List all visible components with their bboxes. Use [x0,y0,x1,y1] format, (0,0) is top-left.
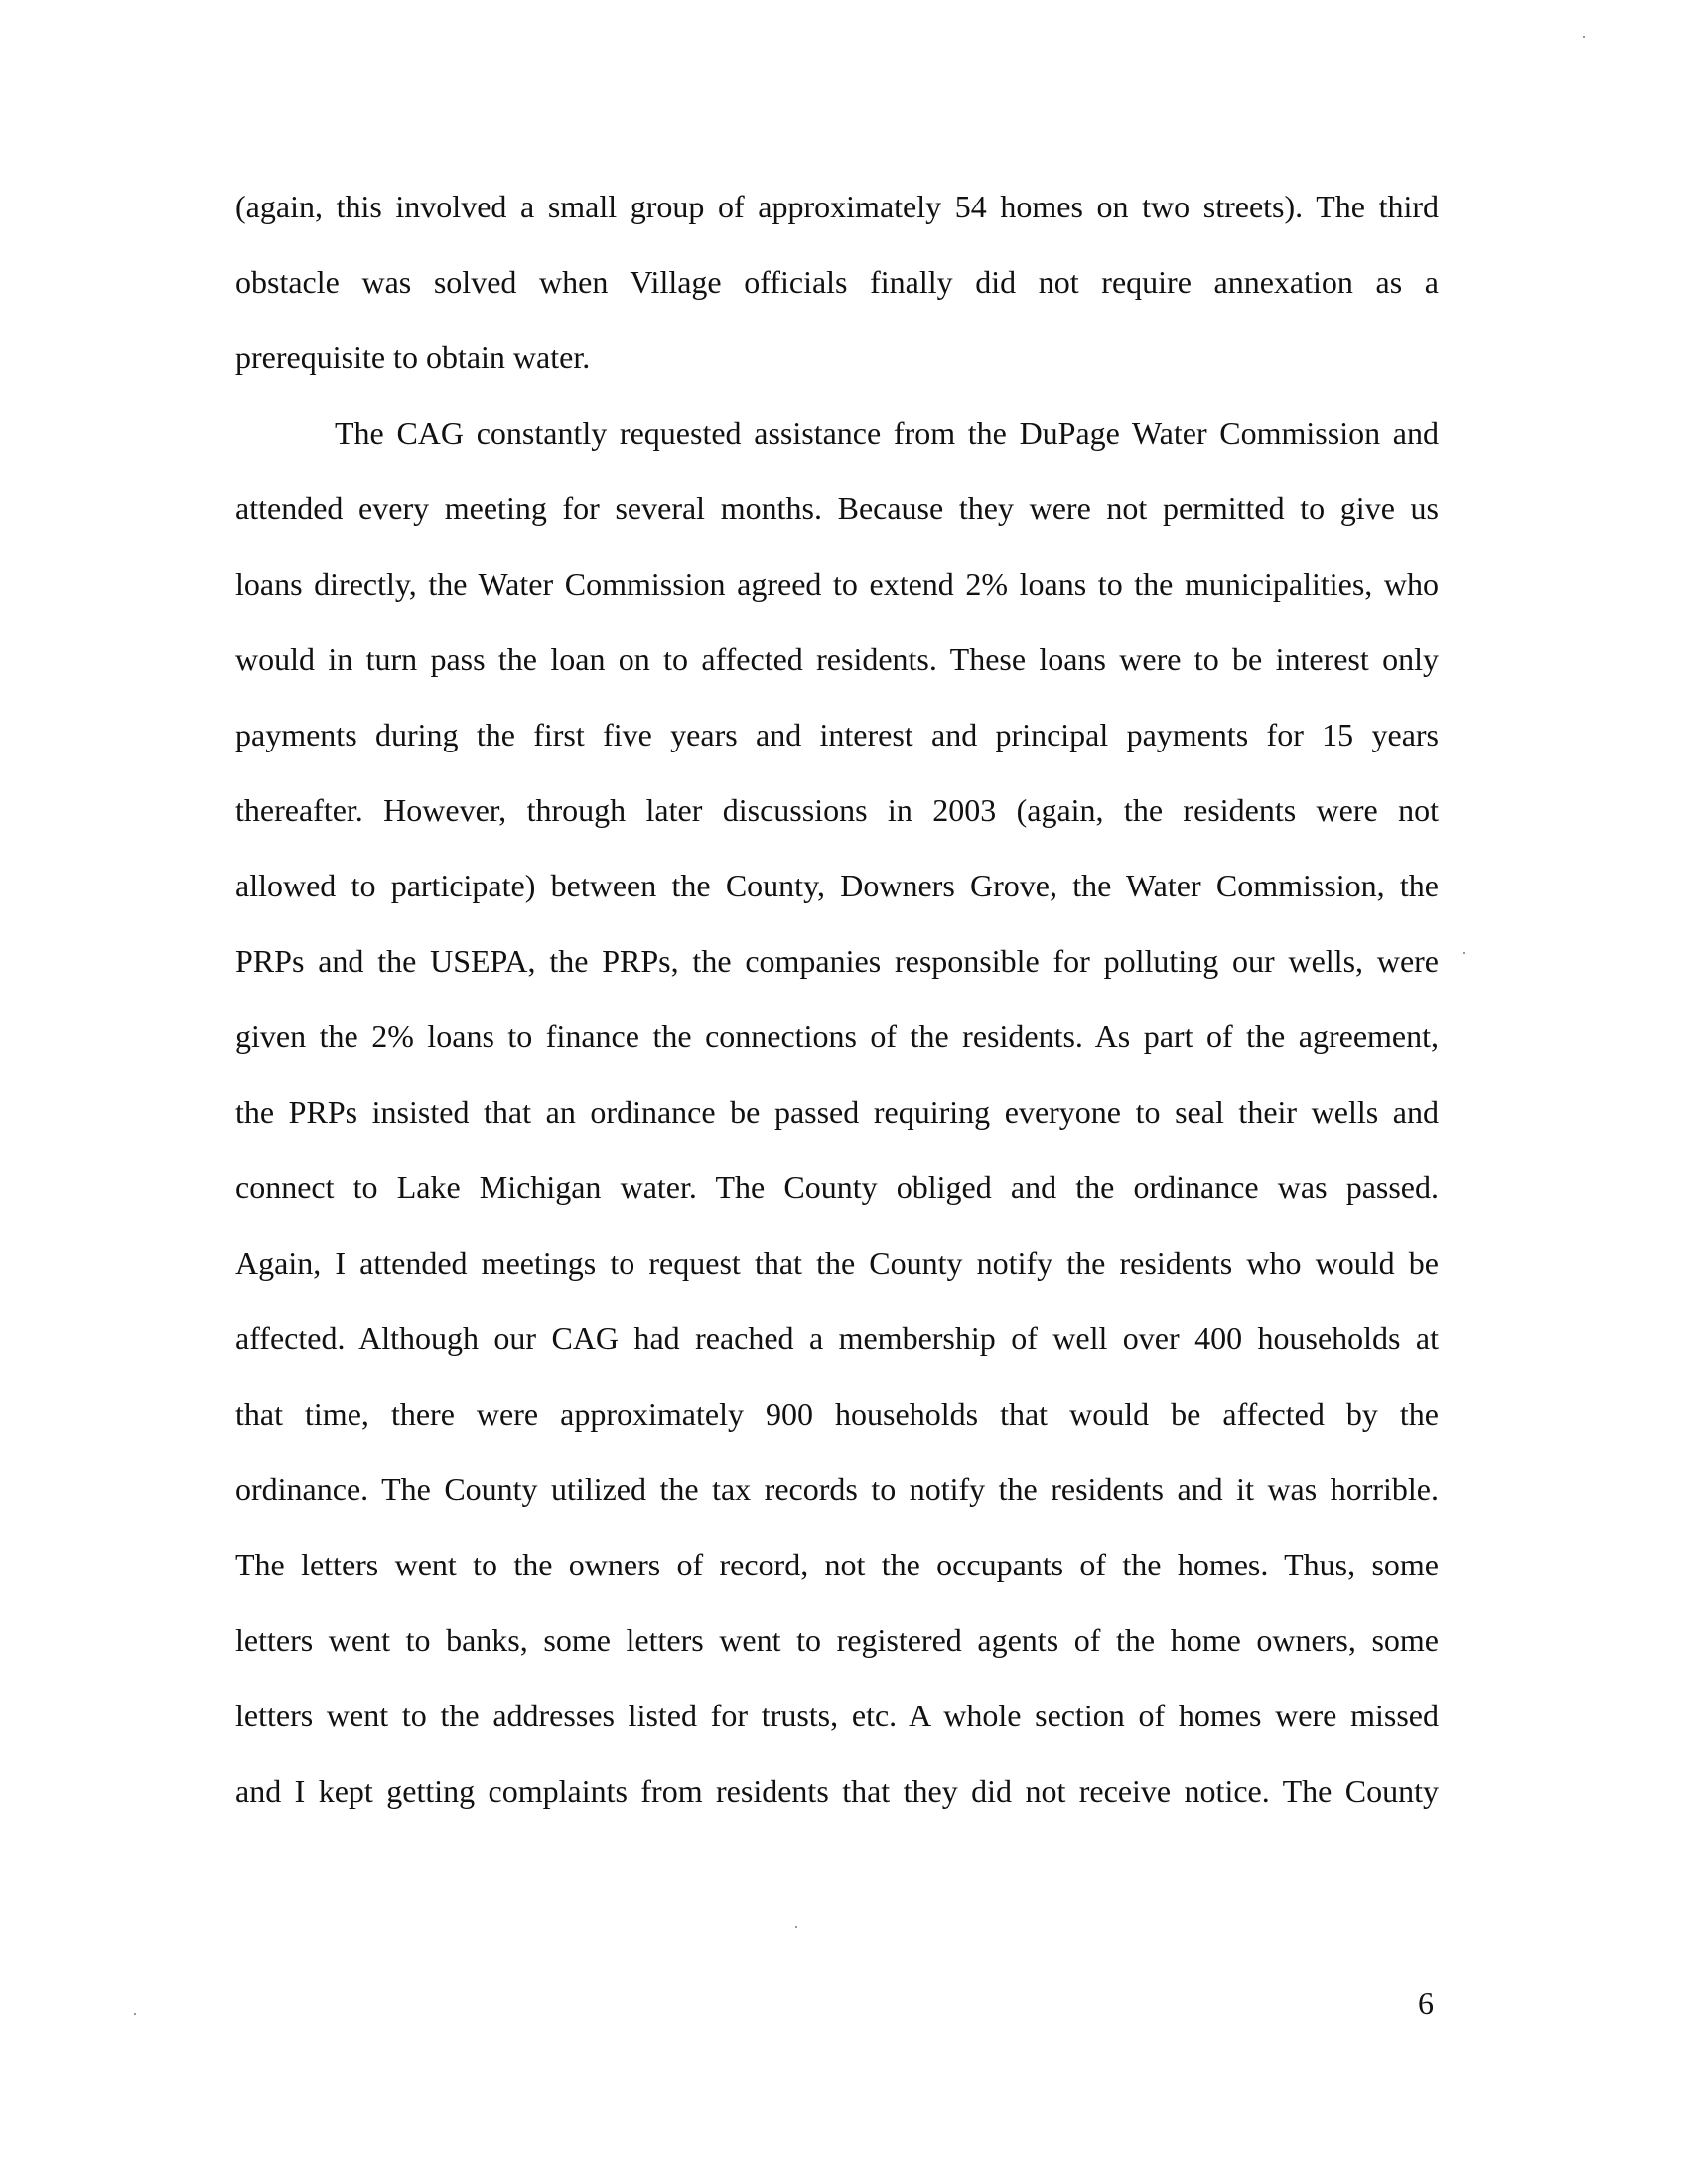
paragraph-2-line-9: given the 2% loans to finance the connections of the residents. As part of the agreement, [235,1019,1439,1054]
paragraph-2-line-19: and I kept getting complaints from residents that they did not receive notice. The County [235,1773,1439,1809]
paragraph-2-line-2: attended every meeting for several months. Because they were not permitted to give us [235,490,1439,526]
paragraph-2-line-10: the PRPs insisted that an ordinance be passed requiring everyone to seal their wells and [235,1094,1439,1130]
paragraph-2-line-6: thereafter. However, through later discussions in 2003 (again, the residents were not [235,792,1439,828]
body-text [235,169,1439,1904]
paragraph-2-line-15: ordinance. The County utilized the tax records to notify the residents and it was horrible. [235,1471,1439,1507]
scan-speck [1463,952,1465,954]
paragraph-2-line-7: allowed to participate) between the County, Downers Grove, the Water Commission, the [235,868,1439,903]
page-number: 6 [1418,1985,1434,2021]
paragraph-2-line-12: Again, I attended meetings to request that the County notify the residents who would be [235,1245,1439,1281]
paragraph-2-line-16: The letters went to the owners of record, not the occupants of the homes. Thus, some [235,1547,1439,1582]
paragraph-2-line-11: connect to Lake Michigan water. The County obliged and the ordinance was passed. [235,1169,1439,1205]
scan-speck [1583,36,1585,38]
paragraph-1-line-1: (again, this involved a small group of approximately 54 homes on two streets). The third [235,189,1439,224]
paragraph-2-line-4: would in turn pass the loan on to affected residents. These loans were to be interest only [235,641,1439,677]
paragraph-2-line-1: The CAG constantly requested assistance from the DuPage Water Commission and [335,415,1439,451]
scan-speck [795,1926,797,1928]
paragraph-1-line-2: obstacle was solved when Village officials finally did not require annexation as a [235,264,1439,300]
paragraph-2-line-13: affected. Although our CAG had reached a membership of well over 400 households at [235,1320,1439,1356]
paragraph-1-line-3: prerequisite to obtain water. [235,340,591,375]
paragraph-2-line-20 [235,1829,1439,1904]
paragraph-2-line-3: loans directly, the Water Commission agreed to extend 2% loans to the municipalities, who [235,566,1439,602]
paragraph-2-line-14: that time, there were approximately 900 households that would be affected by the [235,1396,1439,1432]
paragraph-2-line-8: PRPs and the USEPA, the PRPs, the companies responsible for polluting our wells, were [235,943,1439,979]
paragraph-2-line-18: letters went to the addresses listed for trusts, etc. A whole section of homes were missed [235,1698,1439,1733]
paragraph-2-line-5: payments during the first five years and interest and principal payments for 15 years [235,717,1439,752]
paragraph-2-line-17: letters went to banks, some letters went to registered agents of the home owners, some [235,1622,1439,1658]
scan-speck [134,2013,136,2015]
